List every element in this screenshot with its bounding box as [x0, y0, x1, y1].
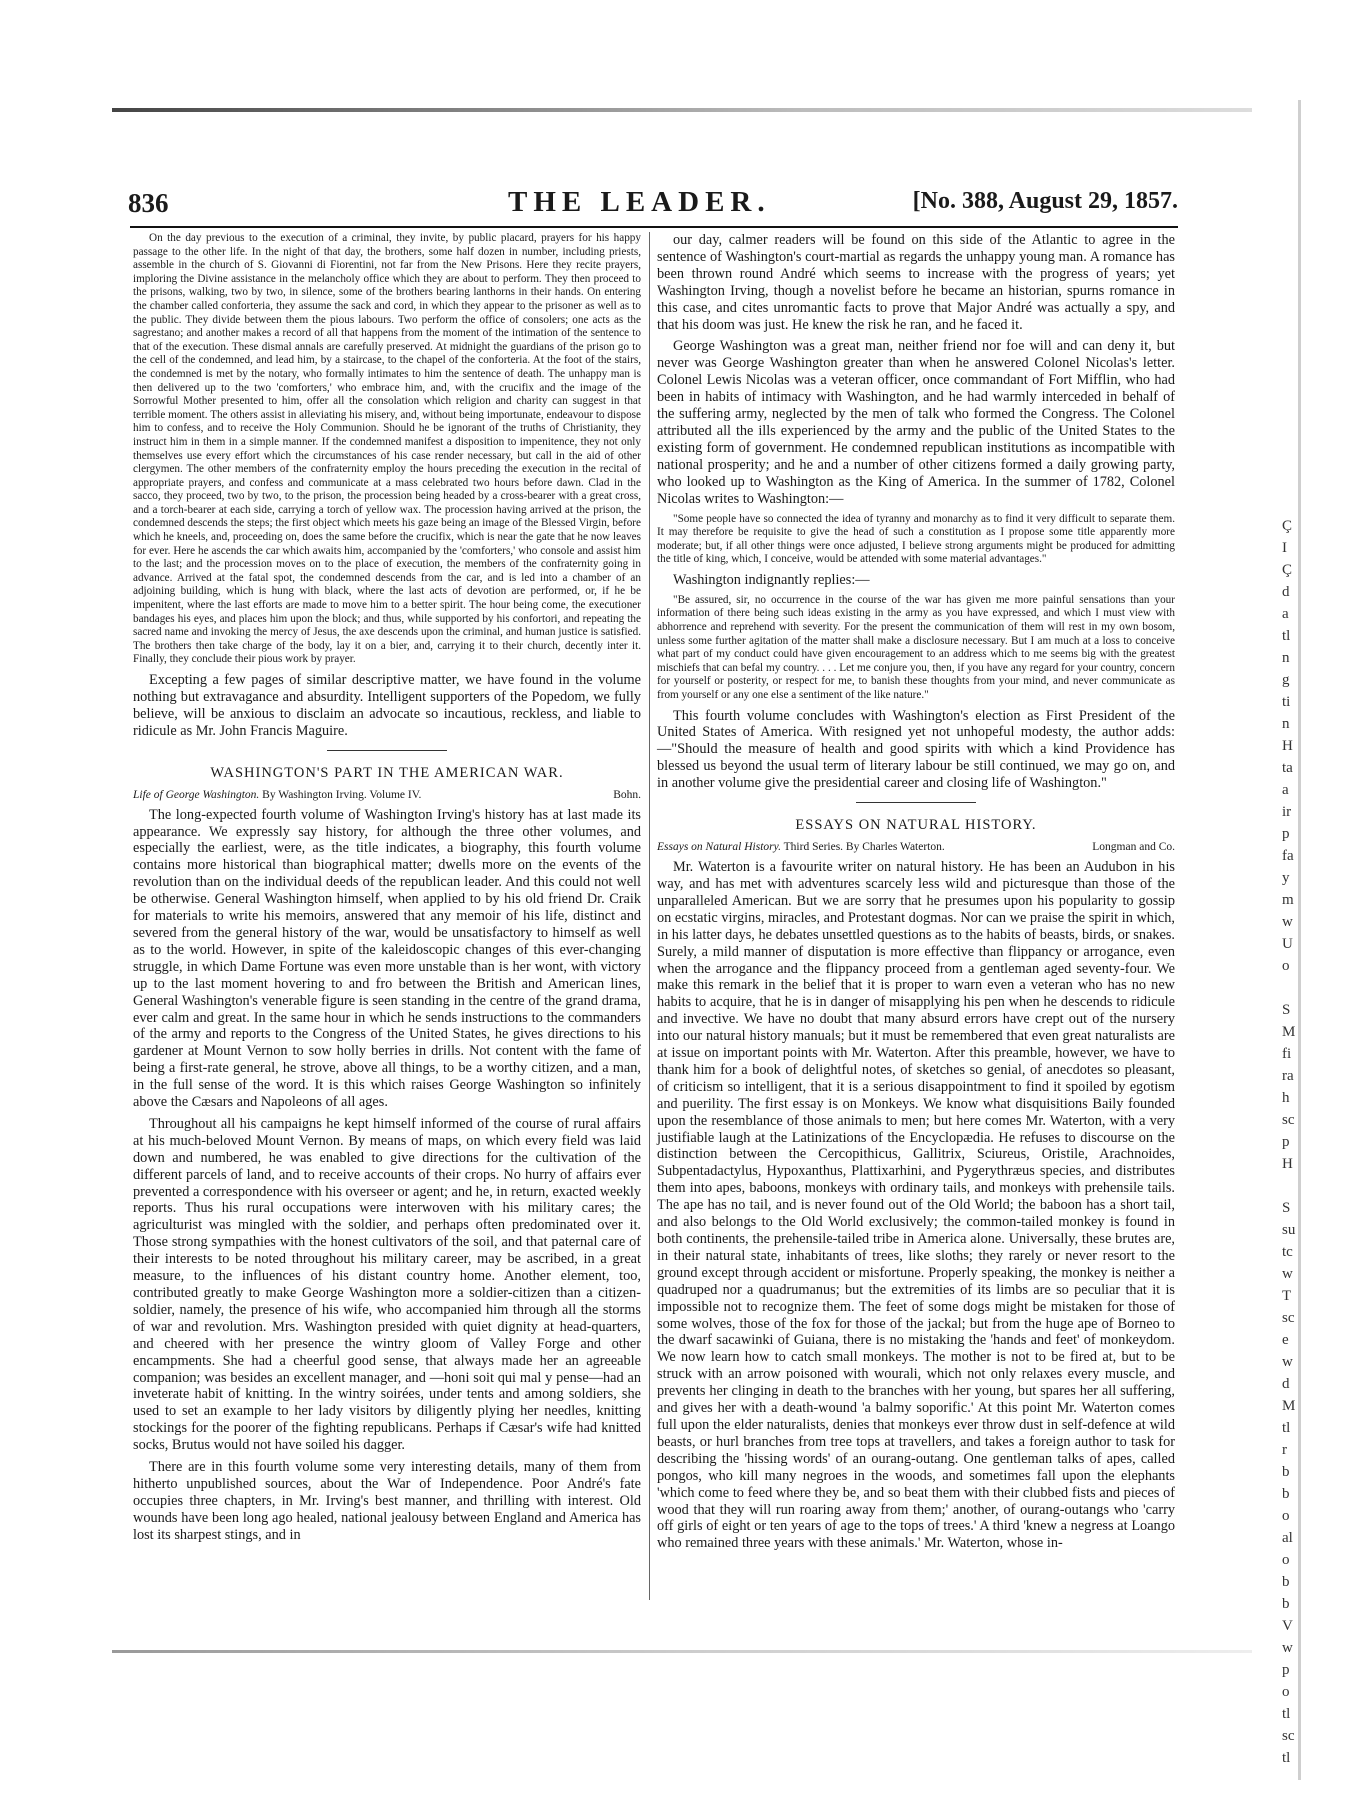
margin-fragment: T	[1282, 1288, 1292, 1304]
quoted-letter: "Some people have so connected the idea of tyranny and monarchy as to find it very difficult to separate them. It may therefore be requisite to give the head of such a constitution as I propose some title apparently more moderate; but, if all other things were once adjusted, I believe strong arguments might be produced for admitting the title of king, which, I conceive, would be attended with some material advantages."	[657, 512, 1175, 566]
margin-fragment: tc	[1282, 1244, 1293, 1260]
margin-fragment: w	[1282, 1640, 1293, 1656]
margin-fragment: p	[1282, 1134, 1290, 1150]
review-citation	[133, 788, 641, 802]
margin-fragment: fa	[1282, 848, 1294, 864]
margin-fragment: a	[1282, 606, 1289, 622]
left-paragraph: Throughout all his campaigns he kept himself informed of the course of rural affairs at his much-beloved Mount Vernon. By means of maps, on which every field was laid down and numbered, he was enabled to give directions for the cultivation of the different parcels of land, and to receive accounts of their crops. No hurry of affairs ever prevented a correspondence with his overseer or agent; and he, in return, exacted weekly reports. Thus his rural occupations were interwoven with his military cares; the agriculturist was mingled with the soldier, and perhaps often predominated over it. Those strong sympathies with the honest cultivators of the soil, and that paternal care of their interests to be noted throughout his military career, may be ascribed, in a great measure, to the influences of his distant country home. Another element, too, contributed greatly to make George Washington more a soldier-citizen than a citizen-soldier, namely, the presence of his wife, who accompanied him through all the storms of war and revolution. Mrs. Washington presided with quiet dignity at head-quarters, and cheered with her presence the wintry gloom of Valley Forge and other encampments. She had a cheerful good sense, that always made her an agreeable companion; was besides an excellent manager, and —honi soit qui mal y pense—had an inveterate habit of knitting. In the wintry soirées, under tents and among soldiers, she used to set an example to her lady visitors by diligently plying her needles, knitting stockings for the poorer of the fighting republicans. Perhaps if Cæsar's wife had knitted socks, Brutus would not have soiled his dagger.	[133, 1115, 641, 1454]
page-number: 836	[128, 188, 169, 218]
margin-fragment: b	[1282, 1596, 1290, 1612]
margin-fragment: w	[1282, 914, 1293, 930]
margin-fragment: a	[1282, 782, 1289, 798]
margin-fragment: n	[1282, 650, 1290, 666]
margin-fragment: H	[1282, 738, 1293, 754]
margin-fragment: S	[1282, 1200, 1291, 1216]
section-heading: ESSAYS ON NATURAL HISTORY.	[795, 817, 1037, 834]
margin-fragment: Ç	[1282, 562, 1293, 578]
masthead: THE LEADER.	[508, 186, 771, 218]
section-rule	[856, 802, 976, 803]
margin-fragment: M	[1282, 1024, 1296, 1040]
margin-fragment: o	[1282, 1684, 1290, 1700]
margin-fragment: n	[1282, 716, 1290, 732]
margin-fragment: o	[1282, 1552, 1290, 1568]
column-divider	[649, 232, 650, 1600]
margin-fragment: w	[1282, 1266, 1293, 1282]
margin-fragment: h	[1282, 1090, 1290, 1106]
margin-fragment: p	[1282, 1662, 1290, 1678]
header-rule	[130, 226, 1178, 228]
page-header	[128, 188, 1178, 224]
citation-title: Life of George Washington.	[133, 788, 260, 801]
margin-fragment: b	[1282, 1464, 1290, 1480]
margin-fragment: b	[1282, 1486, 1290, 1502]
margin-fragment: e	[1282, 1332, 1289, 1348]
margin-fragment: tl	[1282, 628, 1291, 644]
margin-fragment	[1282, 1175, 1312, 1197]
margin-fragment: b	[1282, 1574, 1290, 1590]
section-heading: WASHINGTON'S PART IN THE AMERICAN WAR.	[210, 764, 564, 781]
margin-fragment: H	[1282, 1156, 1293, 1172]
right-paragraph: George Washington was a great man, neither friend nor foe will and can deny it, but never was George Washington greater than when he answered Colonel Nicolas's letter. Colonel Lewis Nicolas was a veteran officer, once commandant of Fort Mifflin, who had been in habits of intimacy with Washington, and he had warmly interceded in behalf of the suffering army, neglected by the men of talk who formed the Congress. The Colonel attributed all the ills experienced by the army and the public of the United States to the existing form of government. He condemned republican institutions as incompatible with national prosperity; and he and a number of other citizens formed a daily growing party, who looked up to Washington as the King of America. In the summer of 1782, Colonel Nicolas writes to Washington:—	[657, 338, 1175, 507]
margin-fragment: ra	[1282, 1068, 1294, 1084]
quoted-letter: "Be assured, sir, no occurrence in the course of the war has given me more painful sensations than your information of there being such ideas existing in the army as you have expressed, and which I must view with abhorrence and reprehend with severity. For the present the communication of them will rest in my own bosom, unless some further agitation of the matter shall make a disclosure necessary. But I am much at a loss to conceive what part of my conduct could have given encouragement to an address which to me seems big with the greatest mischiefs that can befal my country. . . . Let me conjure you, then, if you have any regard for your country, concern for yourself or posterity, or respect for me, to banish these thoughts from your mind, and never communicate as from yourself or any one else a sentiment of the like nature."	[657, 593, 1175, 701]
left-paragraph: Excepting a few pages of similar descriptive matter, we have found in the volume nothing but extravagance and absurdity. Intelligent supporters of the Popedom, we fully believe, will be anxious to disclaim an advocate so incautious, reckless, and liable to ridicule as Mr. John Francis Maguire.	[133, 672, 641, 739]
left-paragraph: There are in this fourth volume some very interesting details, many of them from hitherto unpublished sources, about the War of Independence. Poor André's fate occupies three chapters, in Mr. Irving's best manner, and thrilling with interest. Old wounds have been long ago healed, national jealousy between England and America has lost its sharpest stings, and in	[133, 1459, 641, 1543]
right-column	[657, 232, 1175, 1557]
left-paragraph: The long-expected fourth volume of Washington Irving's history has at last made its appearance. We expressly say history, for although the three other volumes, and especially the earliest, were, as the title indicates, a biography, this fourth volume contains more historical than biographical matter; dwells more on the events of the revolution than on the individual deeds of the republican leader. And this could not well be otherwise. General Washington himself, when applied to by his old friend Dr. Craik for materials to write his memoirs, answered that any memoir of his life, distinct and severed from the general history of the war, would be unsatisfactory to himself as well as to the world. However, in spite of the kaleidoscopic changes of this ever-changing struggle, in which Dame Fortune was even more unstable than is her wont, with victory up to the last moment hovering to and fro between the British and American lines, General Washington's venerable figure is seen standing in the centre of the grand drama, ever calm and great. In the same hour in which he sends instructions to the commanders of the army and reports to the Congress of the United States, he gives directions to his gardener at Mount Vernon to sow holly berries in drills. Not content with the fame of being a first-rate general, he strove, above all things, to be a worthy citizen, and a man, in the full sense of the word. It is this which raises George Washington so infinitely above the Cæsars and Napoleons of all ages.	[133, 806, 641, 1111]
left-column	[133, 232, 641, 1549]
facing-page-fragments	[1282, 515, 1312, 1769]
margin-fragment: d	[1282, 1376, 1290, 1392]
margin-fragment: g	[1282, 672, 1290, 688]
citation-details: Third Series. By Charles Waterton.	[783, 841, 945, 854]
left-paragraph: On the day previous to the execution of a criminal, they invite, by public placard, prayers for his happy passage to the other life. In the night of that day, the brothers, some half dozen in number, including priests, assemble in the church of S. Giovanni di Fiorentini, not far from the New Prisons. Here they recite prayers, imploring the Divine assistance in the melancholy office which they are about to perform. They then proceed to the prisons, walking, two by two, in silence, some of the brothers bearing lanthorns in their hands. On entering the chamber called conforteria, they assume the sack and cord, in which they appear to the prisoner as well as to the public. They divide between them the pious labours. Two perform the office of consolers; one acts as the sagrestano; and another makes a record of all that happens from the moment of the intimation of the sentence to that of the execution. These dismal annals are carefully preserved. At midnight the guardians of the prison go to the cell of the condemned, and lead him, by a staircase, to the chapel of the conforteria. At the foot of the stairs, the condemned is met by the notary, who formally intimates to him the sentence of death. The unhappy man is then delivered up to the two 'comforters,' who embrace him, and, with the crucifix and the image of the Sorrowful Mother presented to him, offer all the consolation which religion and charity can suggest in that terrible moment. The others assist in alleviating his misery, and, without being importunate, endeavour to dispose him to confess, and to receive the Holy Communion. Should he be ignorant of the truths of Christianity, they instruct him in them in a simple manner. If the condemned manifest a disposition to impenitence, they not only themselves use every effort which the circumstances of his case render necessary, but call in the aid of other clergymen. The other members of the confraternity employ the hours preceding the execution in the recital of appropriate prayers, and confess and communicate at a mass celebrated two hours before dawn. Clad in the sacco, they proceed, two by two, to the prison, the procession being headed by a cross-bearer with a great cross, and a torch-bearer at each side, carrying a torch of yellow wax. The procession having arrived at the prison, the condemned descends the steps; the first object which meets his gaze being an image of the Blessed Virgin, before which he kneels, and, proceeding on, does the same before the crucifix, which is near the gate that he now leaves for ever. Here he ascends the car which awaits him, accompanied by the 'comforters,' who console and assist him to the last; and the procession moves on to the place of execution, the members of the confraternity going in advance. Arrived at the fatal spot, the condemned descends from the car, and is led into a chamber of an adjoining building, which is hung with black, where the last acts of devotion are performed, or, if he be impenitent, where the last efforts are made to move him to a better spirit. The hour being come, the executioner bandages his eyes, and places him upon the block; and thus, while supported by his confortori, and repeating the sacred name and invoking the mercy of Jesus, the axe descends upon the criminal, and human justice is satisfied. The brothers then take charge of the body, lay it on a bier, and, carrying it to their church, decently inter it. Finally, they conclude their pious work by prayer.	[133, 232, 641, 666]
margin-fragment: su	[1282, 1222, 1296, 1238]
margin-fragment: y	[1282, 870, 1290, 886]
issue-line: [No. 388, August 29, 1857.	[912, 188, 1178, 214]
citation-publisher: Longman and Co.	[1092, 841, 1175, 854]
margin-fragment: Ç	[1282, 518, 1293, 534]
margin-fragment: o	[1282, 958, 1290, 974]
margin-fragment: m	[1282, 892, 1294, 908]
margin-fragment: M	[1282, 1398, 1296, 1414]
right-paragraph: our day, calmer readers will be found on this side of the Atlantic to agree in the sentence of Washington's court-martial as regards the unhappy young man. A romance has been thrown round André which seems to increase with the progress of years; yet Washington Irving, though a novelist before he became an historian, spurns romance in this case, and cites unromantic facts to prove that Major André was actually a spy, and that his doom was just. He knew the risk he ran, and he faced it.	[657, 232, 1175, 333]
right-paragraph: This fourth volume concludes with Washington's election as First President of the United States of America. With resigned yet not unhopeful modesty, the author adds:—"Should the measure of health and good spirits with which a kind Providence has blessed us beyond the usual term of literary labour be still continued, we may go on, and in another volume give the presidential career and closing life of Washington."	[657, 707, 1175, 792]
margin-fragment: tl	[1282, 1706, 1291, 1722]
review-citation	[657, 840, 1175, 854]
citation-details: By Washington Irving. Volume IV.	[262, 788, 422, 801]
margin-fragment: V	[1282, 1618, 1293, 1634]
right-paragraph: Washington indignantly replies:—	[673, 571, 870, 588]
margin-fragment: tl	[1282, 1750, 1291, 1766]
margin-fragment: tl	[1282, 1420, 1291, 1436]
margin-fragment: ta	[1282, 760, 1293, 776]
margin-fragment: sc	[1282, 1112, 1295, 1128]
margin-fragment: ir	[1282, 804, 1292, 820]
bottom-scan-band	[112, 1650, 1252, 1653]
margin-fragment: p	[1282, 826, 1290, 842]
margin-fragment: ti	[1282, 694, 1291, 710]
margin-fragment: S	[1282, 1002, 1291, 1018]
citation-publisher: Bohn.	[613, 788, 641, 801]
margin-fragment: U	[1282, 936, 1293, 952]
margin-fragment: r	[1282, 1442, 1287, 1458]
margin-fragment	[1282, 977, 1312, 999]
section-rule	[327, 750, 447, 751]
margin-fragment: fi	[1282, 1046, 1292, 1062]
margin-fragment: sc	[1282, 1310, 1295, 1326]
margin-fragment: al	[1282, 1530, 1293, 1546]
margin-fragment: I	[1282, 540, 1287, 556]
margin-fragment: d	[1282, 584, 1290, 600]
margin-fragment: sc	[1282, 1728, 1295, 1744]
right-paragraph: Mr. Waterton is a favourite writer on natural history. He has been an Audubon in his way, and has met with adventures scarcely less wild and picturesque than those of the unparalleled American. But we are sorry that he presumes upon his popularity to gossip on ecstatic virgins, miracles, and Protestant dogmas. Nor can we praise the spirit in which, in his latter days, he debates unsettled questions as to the habits of beasts, birds, or snakes. Surely, a mild manner of disputation is more effective than flippancy or arrogance, even when the arrogance and the flippancy proceed from a gentleman aged seventy-four. We make this remark in the belief that it is proper to warn even a veteran who has no new habits to acquire, that he is in danger of misapplying his pen when he descends to ridicule and invective. We have no doubt that many absurd errors have crept out of the nursery into our natural history manuals; but it must be remembered that even great naturalists are at issue on important points with Mr. Waterton. After this preamble, however, we have to thank him for a book of delightful notes, of sketches so genial, of anecdotes so pleasant, of criticism so intelligent, that it is a serious disappointment to find it spoiled by egotism and puerility. The first essay is on Monkeys. We know what disquisitions Baily founded upon the resemblance of those animals to men; but here comes Mr. Waterton, with a very justifiable laugh at the Latinizations of the Encyclopædia. He refuses to discourse on the distinction between the Cercopithicus, Gallitrix, Sciureus, Oristile, Arachnoides, Subpentadactylus, Hypoxanthus, Plattixarhini, and Pygerythræus species, and distributes them into apes, baboons, monkeys with ordinary tails, and monkeys with prehensile tails. The ape has no tail, and is never found out of the Old World; the baboon has a short tail, and also belongs to the Old World exclusively; the common-tailed monkey is found in both continents, the prehensile-tailed tribe in America alone. Universally, these brutes are, in their natural state, inhabitants of trees, like sloths; they rarely or never resort to the ground except through accident or misfortune. Properly speaking, the monkey is neither a quadruped nor a quadrumanus; but the extremities of its limbs are so peculiar that it is impossible not to recognize them. The feet of some dogs might be mistaken for those of some wolves, those of the fox for those of the jackal; but from the huge ape of Borneo to the dwarf sacawinki of Guiana, there is no mistaking the 'hands and feet' of monkeydom. We now learn how to catch small monkeys. The mother is not to be fired at, but to be struck with an arrow poisoned with wourali, which not only relaxes every muscle, and prevents her clinging in death to the branches with her young, but spares her all suffering, and gives her with a death-wound 'a balmy soporific.' At this point Mr. Waterton comes full upon the elder naturalists, denies that monkeys ever throw dust in self-defence at wild beasts, or hurl branches from tree tops at travellers, and takes a foreign author to task for describing the 'hissing words' of an ourang-outang. One gentleman talks of apes, called pongos, who kill many negroes in the woods, and sometimes fall upon the elephants 'which come to feed where they be, and so beat them with their clubbed fists and pieces of wood that they will run roaring away from them;' another, of ourang-outangs who 'carry off girls of eight or ten years of age to the tops of trees.' A third 'knew a negress at Loango who remained three years with these animals.' Mr. Waterton, whose in-	[657, 859, 1175, 1552]
margin-fragment: o	[1282, 1508, 1290, 1524]
top-scan-band	[112, 108, 1252, 112]
citation-title: Essays on Natural History.	[657, 841, 781, 854]
margin-fragment: w	[1282, 1354, 1293, 1370]
